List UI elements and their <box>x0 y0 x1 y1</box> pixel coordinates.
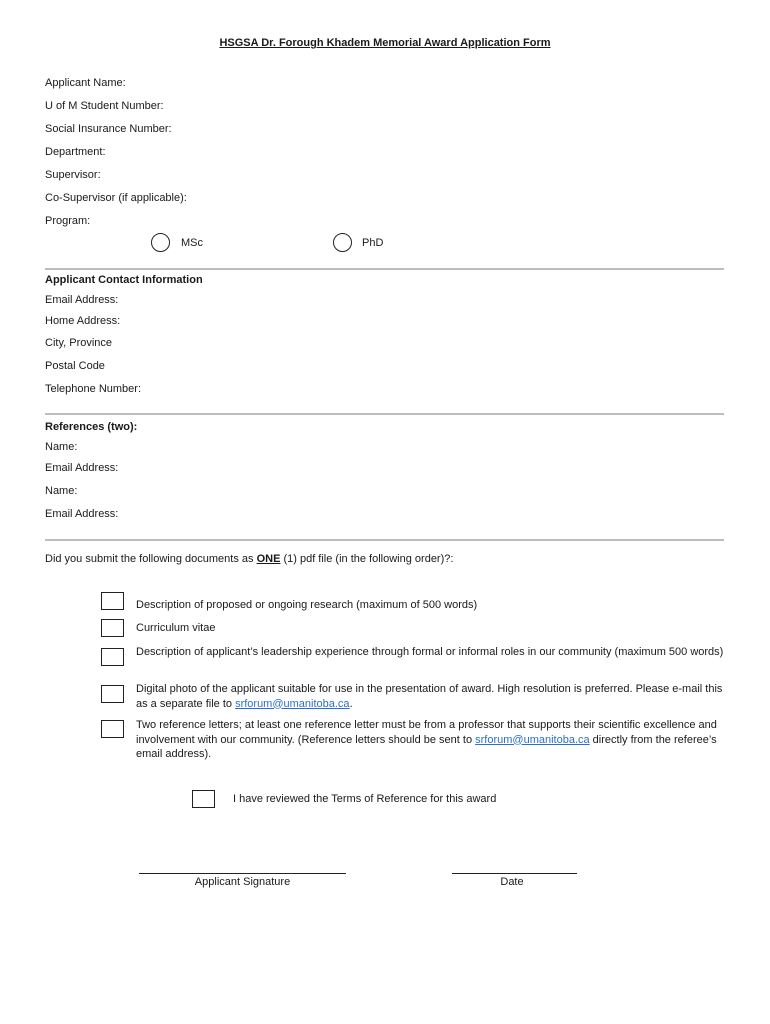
research-item: Description of proposed or ongoing research (maximum of 500 words) <box>136 599 478 611</box>
reference2-name-label: Name: <box>45 485 78 497</box>
section-divider <box>45 268 724 270</box>
section-divider <box>45 413 724 415</box>
section-divider <box>45 539 724 541</box>
photo-text: Digital photo of the applicant suitable for use in the presentation of award. High resolution is preferred. Please e-mail this as a separate file to <box>136 683 723 710</box>
reference2-email-label: Email Address: <box>45 508 119 520</box>
photo-end: . <box>349 697 353 710</box>
date-line <box>452 873 577 874</box>
email-label: Email Address: <box>45 294 119 306</box>
postal-code-label: Postal Code <box>45 360 105 372</box>
signature-label: Applicant Signature <box>194 876 291 888</box>
documents-question-suffix: (1) pdf file (in the following order)?: <box>280 553 454 565</box>
signature-line <box>139 873 346 874</box>
contact-heading: Applicant Contact Information <box>45 274 203 286</box>
cv-checkbox[interactable] <box>101 619 124 637</box>
phd-radio[interactable] <box>333 233 352 252</box>
leadership-item: Description of applicant’s leadership experience through formal or informal roles in our community (maximum 500 words) <box>136 646 724 658</box>
form-title: HSGSA Dr. Forough Khadem Memorial Award Application Form <box>219 37 551 49</box>
supervisor-label: Supervisor: <box>45 169 101 181</box>
home-address-label: Home Address: <box>45 315 121 327</box>
documents-question <box>45 553 453 565</box>
terms-checkbox[interactable] <box>192 790 215 808</box>
applicant-name-label: Applicant Name: <box>45 77 126 89</box>
references-heading: References (two): <box>45 421 138 433</box>
city-province-label: City, Province <box>45 337 113 349</box>
program-label: Program: <box>45 215 91 227</box>
reference-letters-item <box>136 718 736 762</box>
documents-question-emphasis: ONE <box>256 553 281 565</box>
msc-radio[interactable] <box>151 233 170 252</box>
terms-label: I have reviewed the Terms of Reference for this award <box>233 793 497 805</box>
research-checkbox[interactable] <box>101 592 124 610</box>
student-number-label: U of M Student Number: <box>45 100 164 112</box>
photo-checkbox[interactable] <box>101 685 124 703</box>
cv-item: Curriculum vitae <box>136 622 216 634</box>
reference-email-link[interactable]: srforum@umanitoba.ca <box>475 733 590 746</box>
reference-letters-text: Two reference letters; at least one reference letter must be from a professor that supports their scientific excellence and involvement with our community. (Reference letters should be sent to <box>136 719 717 746</box>
department-label: Department: <box>45 146 106 158</box>
photo-item <box>136 682 736 711</box>
msc-label: MSc <box>181 237 203 249</box>
cosupervisor-label: Co-Supervisor (if applicable): <box>45 192 187 204</box>
phd-label: PhD <box>362 237 384 249</box>
documents-question-prefix: Did you submit the following documents as <box>45 553 257 565</box>
reference1-name-label: Name: <box>45 441 78 453</box>
photo-email-link[interactable]: srforum@umanitoba.ca <box>235 697 350 710</box>
reference-letters-checkbox[interactable] <box>101 720 124 738</box>
reference-letters-end: directly from the referee’s email address). <box>136 733 717 760</box>
reference1-email-label: Email Address: <box>45 462 119 474</box>
telephone-label: Telephone Number: <box>45 383 142 395</box>
sin-label: Social Insurance Number: <box>45 123 172 135</box>
date-label: Date <box>500 876 524 888</box>
leadership-checkbox[interactable] <box>101 648 124 666</box>
